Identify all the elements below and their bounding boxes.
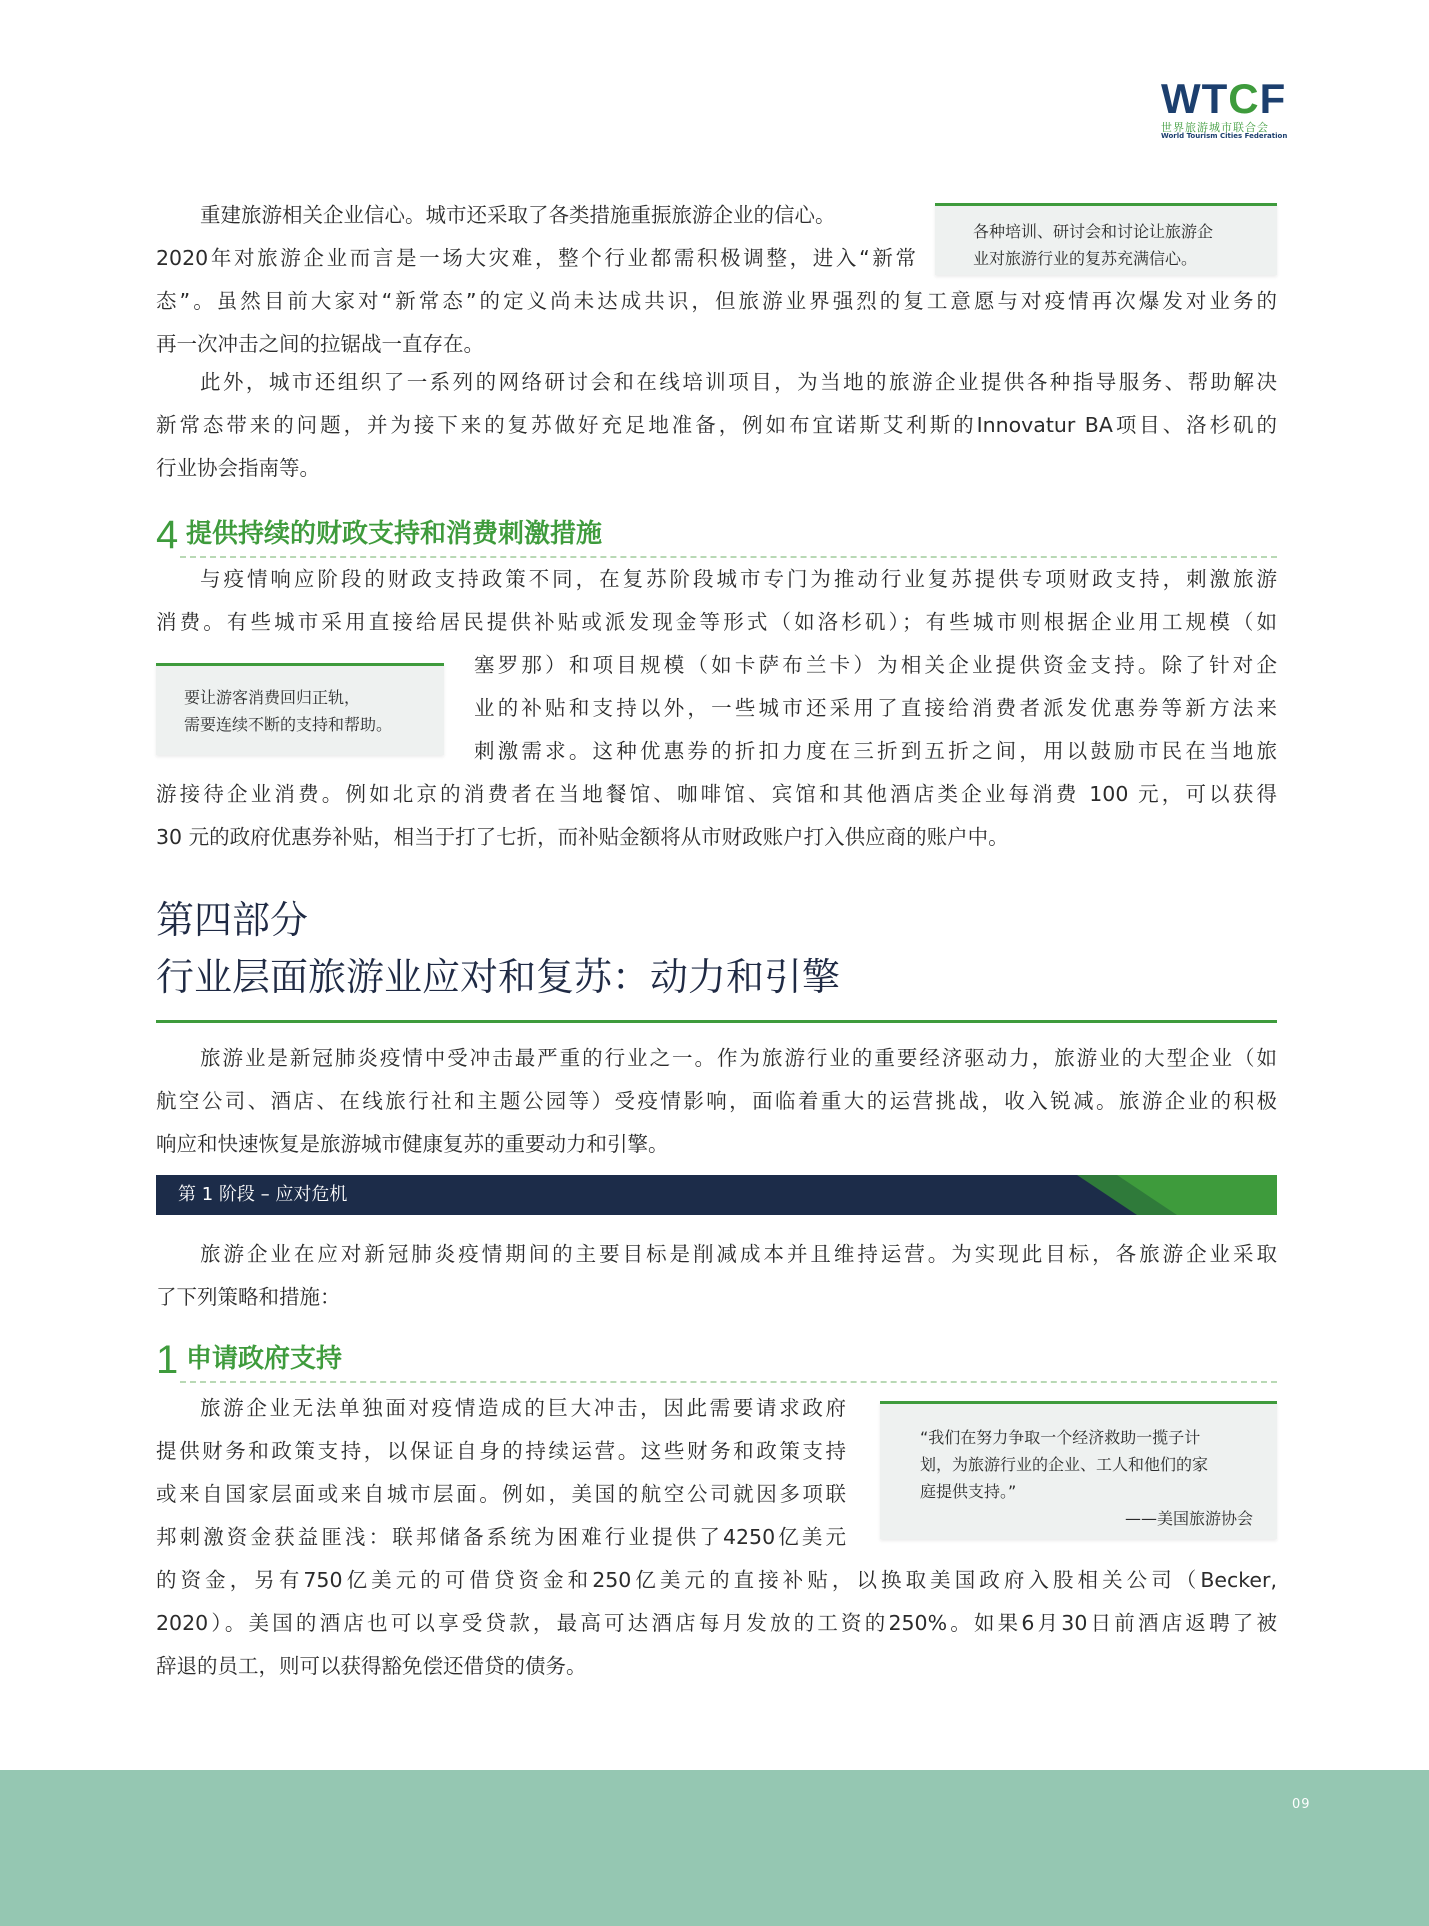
heading-title: 提供持续的财政支持和消费刺激措施 <box>186 519 603 549</box>
callout-quote <box>880 1401 1277 1539</box>
text-line: 游接待企业消费。例如北京的消费者在当地餐馆、咖啡馆、宾馆和其他酒店类企业每消费 100 元，可以获得 <box>156 782 1277 806</box>
callout-line: 各种培训、研讨会和讨论让旅游企 <box>973 222 1214 241</box>
text-line: 提供财务和政策支持，以保证自身的持续运营。这些财务和政策支持 <box>156 1439 846 1463</box>
paragraph-confidence-rest <box>156 280 1277 366</box>
text-line: 态”。虽然目前大家对“新常态”的定义尚未达成共识，但旅游业界强烈的复工意愿与对疫情再次爆发对业务的 <box>156 289 1277 313</box>
heading-number: 1 <box>156 1338 179 1382</box>
callout-line: 需要连续不断的支持和帮助。 <box>184 715 393 734</box>
stage-banner <box>156 1175 1277 1215</box>
text-line: 消费。有些城市采用直接给居民提供补贴或派发现金等形式（如洛杉矶）；有些城市则根据企业用工规模（如 <box>156 610 1277 634</box>
text-line: 新常态带来的问题，并为接下来的复苏做好充足地准备，例如布宜诺斯艾利斯的Innovatur BA项目、洛杉矶的 <box>156 413 1277 437</box>
callout-line: 要让游客消费回归正轨， <box>184 688 361 707</box>
text-line: 辞退的员工，则可以获得豁免偿还借贷的债务。 <box>156 1654 587 1678</box>
paragraph-gov-support-top <box>156 1387 846 1559</box>
text-line: 再一次冲击之间的拉锯战一直存在。 <box>156 332 484 356</box>
stage-banner-accent <box>1077 1175 1277 1215</box>
callout-consumption <box>156 663 444 755</box>
text-line: 与疫情响应阶段的财政支持政策不同，在复苏阶段城市专门为推动行业复苏提供专项财政支持，刺激旅游 <box>200 567 1277 591</box>
text-line: 重建旅游相关企业信心。城市还采取了各类措施重振旅游企业的信心。 <box>200 203 836 227</box>
logo-name-en: World Tourism Cities Federation <box>1161 132 1288 140</box>
text-line: 航空公司、酒店、在线旅行社和主题公园等）受疫情影响，面临着重大的运营挑战，收入锐减。旅游企业的积极 <box>156 1089 1277 1113</box>
quote-attribution: ——美国旅游协会 <box>1124 1509 1253 1528</box>
logo-mark: WTCF <box>1161 75 1287 122</box>
footer-band <box>0 1770 1429 1926</box>
paragraph-webinars <box>156 361 1277 490</box>
paragraph-fiscal-bottom <box>156 773 1277 859</box>
paragraph-fiscal-top <box>156 558 1277 644</box>
paragraph-gov-support-bottom <box>156 1559 1277 1688</box>
heading-title: 申请政府支持 <box>186 1344 343 1374</box>
text-line: 邦刺激资金获益匪浅：联邦储备系统为困难行业提供了4250亿美元 <box>156 1525 846 1549</box>
paragraph-fiscal-middle <box>474 644 1277 773</box>
quote-line: 庭提供支持。” <box>920 1482 1017 1501</box>
paragraph-industry <box>156 1037 1277 1166</box>
section-title-main: 行业层面旅游业应对和复苏：动力和引擎 <box>156 955 841 999</box>
heading-number: 4 <box>156 513 179 557</box>
text-line: 2020年对旅游企业而言是一场大灾难，整个行业都需积极调整，进入“新常 <box>156 246 916 270</box>
text-line: 旅游企业无法单独面对疫情造成的巨大冲击，因此需要请求政府 <box>200 1396 846 1420</box>
paragraph-strategies <box>156 1233 1277 1319</box>
text-line: 了下列策略和措施： <box>156 1285 341 1309</box>
text-line: 30 元的政府优惠券补贴，相当于打了七折，而补贴金额将从市财政账户打入供应商的账户中。 <box>156 825 1009 849</box>
text-line: 此外，城市还组织了一系列的网络研讨会和在线培训项目，为当地的旅游企业提供各种指导服务、帮助解决 <box>200 370 1277 394</box>
logo-name-cn: 世界旅游城市联合会 <box>1161 121 1269 134</box>
text-line: 刺激需求。这种优惠券的折扣力度在三折到五折之间，用以鼓励市民在当地旅 <box>474 739 1277 763</box>
heading-government-support <box>156 1337 1277 1387</box>
wtcf-logo <box>1155 76 1290 142</box>
quote-line: 划，为旅游行业的企业、工人和他们的家 <box>920 1455 1209 1474</box>
section-title-part: 第四部分 <box>156 898 309 942</box>
callout-confidence <box>935 203 1277 275</box>
stage-label: 第 1 阶段 – 应对危机 <box>178 1184 348 1205</box>
heading-fiscal-support <box>156 512 1277 562</box>
text-line: 业的补贴和支持以外，一些城市还采用了直接给消费者派发优惠券等新方法来 <box>474 696 1277 720</box>
text-line: 旅游业是新冠肺炎疫情中受冲击最严重的行业之一。作为旅游行业的重要经济驱动力，旅游业的大型企业（如 <box>200 1046 1277 1070</box>
text-line: 或来自国家层面或来自城市层面。例如，美国的航空公司就因多项联 <box>156 1482 846 1506</box>
section-rule <box>156 1020 1277 1023</box>
callout-line: 业对旅游行业的复苏充满信心。 <box>973 249 1198 268</box>
text-line: 行业协会指南等。 <box>156 456 320 480</box>
text-line: 旅游企业在应对新冠肺炎疫情期间的主要目标是削减成本并且维持运营。为实现此目标，各旅游企业采取 <box>200 1242 1277 1266</box>
text-line: 塞罗那）和项目规模（如卡萨布兰卡）为相关企业提供资金支持。除了针对企 <box>474 653 1277 677</box>
text-line: 响应和快速恢复是旅游城市健康复苏的重要动力和引擎。 <box>156 1132 669 1156</box>
paragraph-confidence-intro <box>156 194 916 280</box>
heading-dashed-rule <box>180 1381 1277 1383</box>
text-line: 的资金，另有750亿美元的可借贷资金和250亿美元的直接补贴，以换取美国政府入股相关公司（Becker, <box>156 1568 1277 1592</box>
text-line: 2020）。美国的酒店也可以享受贷款，最高可达酒店每月发放的工资的250%。如果6月30日前酒店返聘了被 <box>156 1611 1277 1635</box>
page-number: 09 <box>1292 1797 1311 1812</box>
quote-line: “我们在努力争取一个经济救助一揽子计 <box>920 1428 1201 1447</box>
